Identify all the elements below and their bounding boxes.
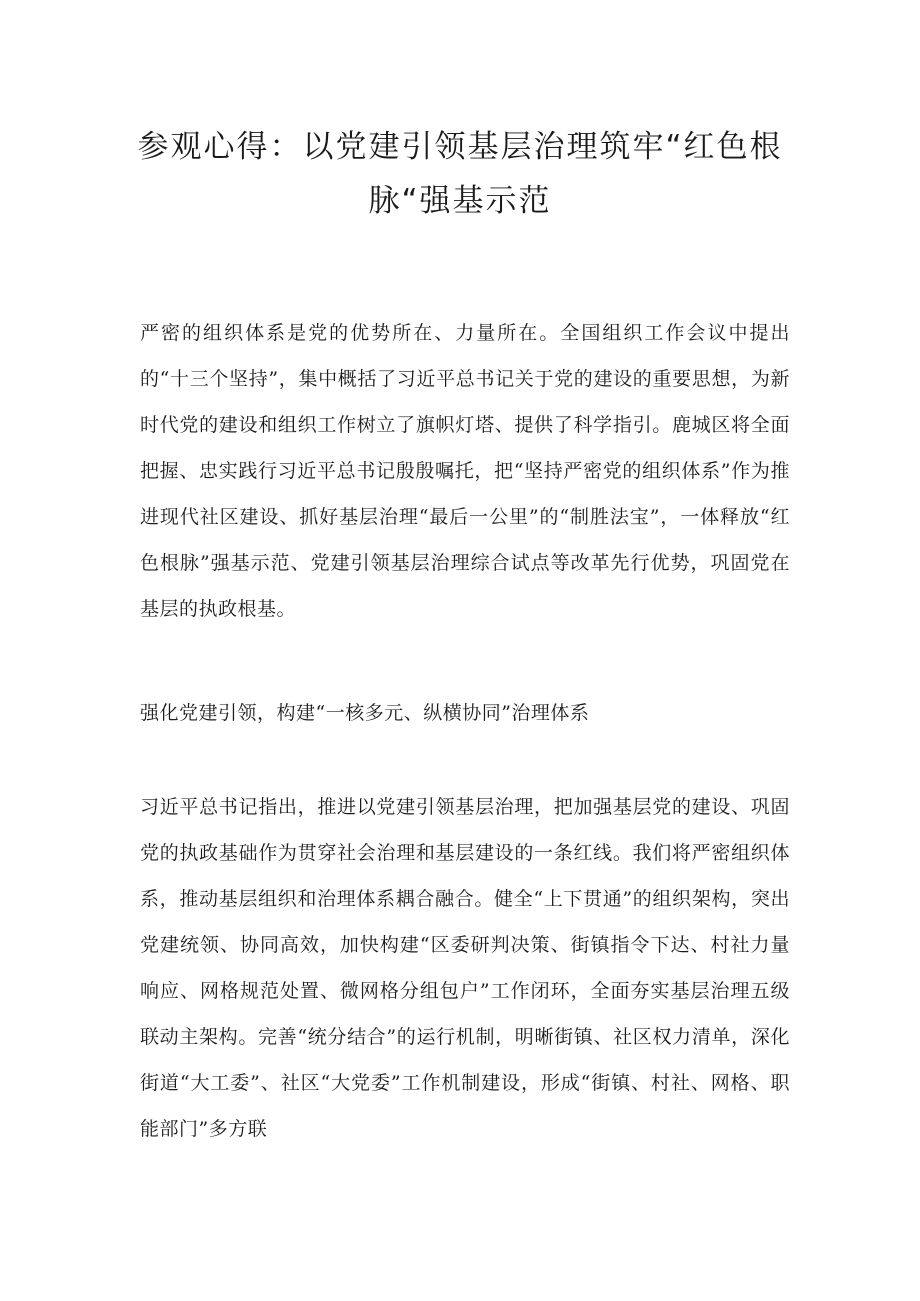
paragraph-intro: 严密的组织体系是党的优势所在、力量所在。全国组织工作会议中提出的“十三个坚持”，集中概括了习近平总书记关于党的建设的重要思想，为新时代党的建设和组织工作树立了旗帜灯塔、提供了科学指引。鹿城区将全面把握、忠实践行习近平总书记殷殷嘱托，把“坚持严密党的组织体系”作为推进现代社区建设、抓好基层治理“最后一公里”的“制胜法宝”，一体释放“红色根脉”强基示范、党建引领基层治理综合试点等改革先行优势，巩固党在基层的执政根基。 [140,322,790,620]
document-title: 参观心得：以党建引领基层治理筑牢“红色根脉“强基示范 [137,129,783,219]
paragraph-body: 习近平总书记指出，推进以党建引领基层治理，把加强基层党的建设、巩固党的执政基础作为贯穿社会治理和基层建设的一条红线。我们将严密组织体系，推动基层组织和治理体系耦合融合。健全“上下贯通”的组织架构，突出党建统领、协同高效，加快构建“区委研判决策、街镇指令下达、村社力量响应、网格规范处置、微网格分组包户”工作闭环，全面夯实基层治理五级联动主架构。完善“统分结合”的运行机制，明晰街镇、社区权力清单，深化街道“大工委”、社区“大党委”工作机制建设，形成“街镇、村社、网格、职能部门”多方联 [140,796,790,1140]
section-heading: 强化党建引领，构建“一核多元、纵横协同”治理体系 [140,702,590,724]
